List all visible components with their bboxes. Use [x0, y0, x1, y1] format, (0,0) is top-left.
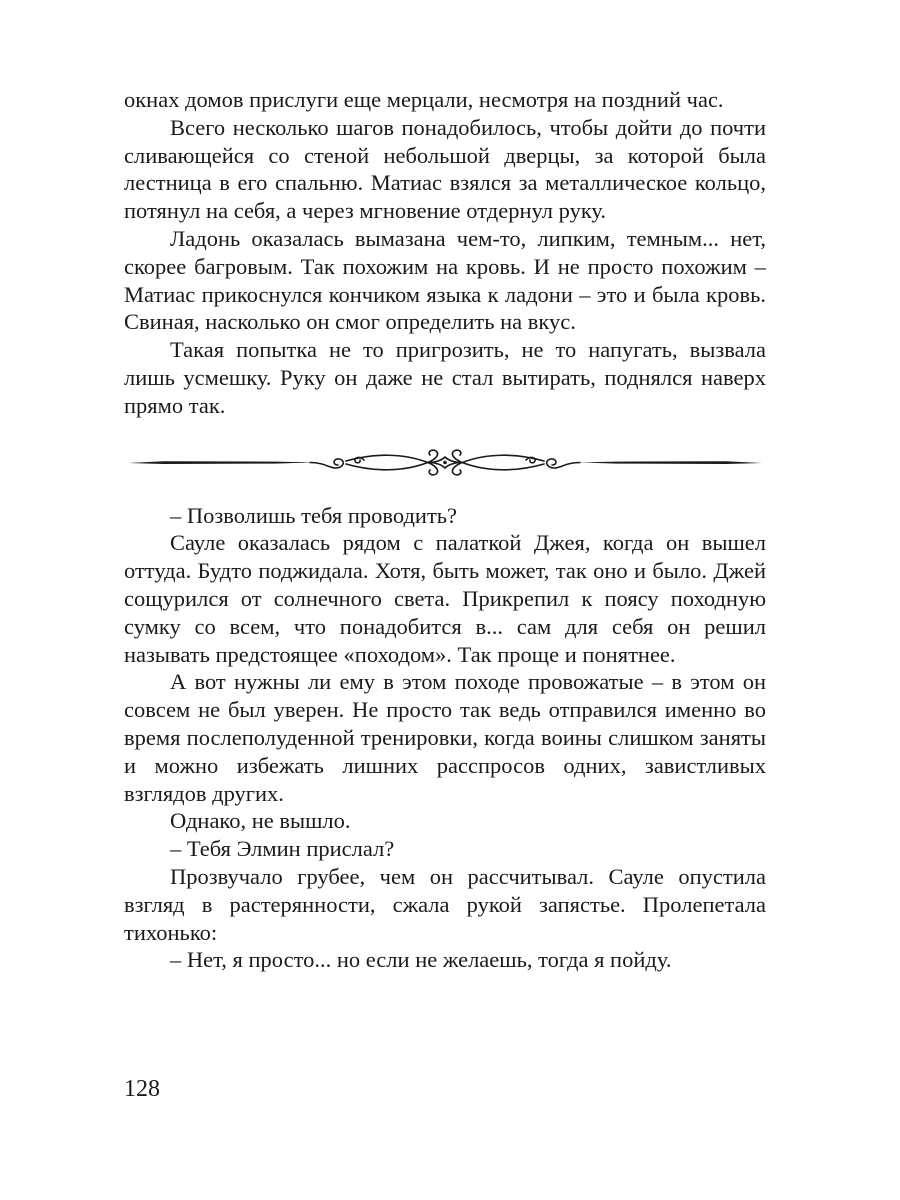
dialogue-line: – Позволишь тебя проводить? — [170, 502, 458, 528]
dialogue-line: – Нет, я просто... но если не желаешь, тогда я пойду. — [170, 947, 672, 973]
page-number: 128 — [124, 1076, 160, 1102]
dialogue-line: – Тебя Элмин прислал? — [170, 836, 395, 862]
book-page-text — [124, 86, 766, 974]
paragraph: Такая попытка не то пригрозить, не то напугать, вызвала лишь усмешку. Руку он даже не стал вытирать, поднялся наверх прямо так. — [124, 337, 766, 418]
paragraph: Ладонь оказалась вымазана чем-то, липким, темным... нет, скорее багровым. Так похожим на кровь. И не просто похожим – Матиас прикоснулся кончиком языка к ладони – это и была кровь. Свиная, насколько он смог определить на вкус. — [124, 225, 766, 335]
paragraph-continuation: окнах домов прислуги еще мерцали, несмотря на поздний час. — [124, 87, 724, 112]
paragraph: А вот нужны ли ему в этом походе провожатые – в этом он совсем не был уверен. Не просто так ведь отправился именно во время послеполуденной тренировки, когда воины слишком заняты и можно избежать лишних расспросов одних, завистливых взглядов других. — [124, 669, 766, 806]
paragraph: Сауле оказалась рядом с палаткой Джея, когда он вышел оттуда. Будто поджидала. Хотя, быть может, так оно и было. Джей сощурился от солнечного света. Прикрепил к поясу походную сумку со всем, что понадобится в... сам для себя он решил называть предстоящее «походом». Так проще и понятнее. — [124, 530, 766, 667]
paragraph: Всего несколько шагов понадобилось, чтобы дойти до почти сливающейся со стеной небольшой дверцы, за которой была лестница в его спальню. Матиас взялся за металлическое кольцо, потянул на себя, а через мгновение отдернул руку. — [124, 114, 766, 224]
paragraph: Однако, не вышло. — [170, 808, 351, 834]
scroll-divider-ornament-icon — [124, 442, 766, 482]
paragraph: Прозвучало грубее, чем он рассчитывал. Сауле опустила взгляд в растерянности, сжала рукой запястье. Пролепетала тихонько: — [124, 863, 766, 945]
